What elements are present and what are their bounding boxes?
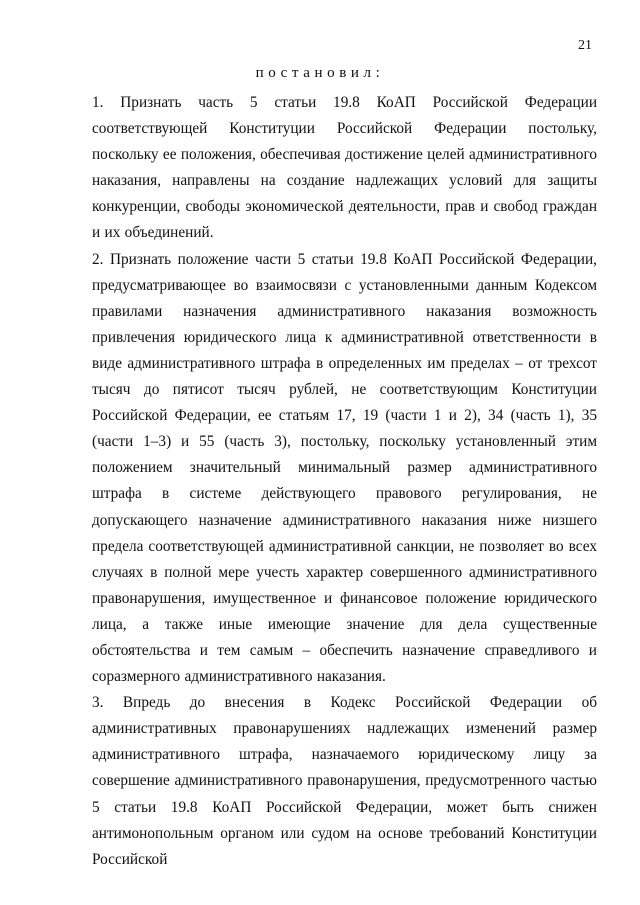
document-body: [92, 90, 597, 873]
paragraph-2: 2. Признать положение части 5 статьи 19.8 КоАП Российской Федерации, предусматривающее во взаимосвязи с установленными данным Кодексом правилами назначения административного наказания возможность привлечения юридического лица к административной ответственности в виде административного штрафа в определенных им пределах – от трехсот тысяч до пятисот тысяч рублей, не соответствующим Конституции Российской Федерации, ее статьям 17, 19 (части 1 и 2), 34 (часть 1), 35 (части 1–3) и 55 (часть 3), постольку, поскольку установленный этим положением значительный минимальный размер административного штрафа в системе действующего правового регулирования, не допускающего назначение административного наказания ниже низшего предела соответствующей административной санкции, не позволяет во всех случаях в полной мере учесть характер совершенного административного правонарушения, имущественное и финансовое положение юридического лица, а также иные имеющие значение для дела существенные обстоятельства и тем самым – обеспечить назначение справедливого и соразмерного административного наказания.: [92, 250, 597, 686]
page-number: 21: [578, 38, 592, 53]
paragraph-1: 1. Признать часть 5 статьи 19.8 КоАП Российской Федерации соответствующей Конституции Российской Федерации постольку, поскольку ее положения, обеспечивая достижение целей административного наказания, направлены на создание надлежащих условий для защиты конкуренции, свободы экономической деятельности, прав и свобод граждан и их объединений.: [92, 94, 597, 242]
paragraph-3: 3. Впредь до внесения в Кодекс Российской Федерации об административных правонарушениях надлежащих изменений размер административного штрафа, назначаемого юридическому лицу за совершение административного правонарушения, предусмотренного частью 5 статьи 19.8 КоАП Российской Федерации, может быть снижен антимонопольным органом или судом на основе требований Конституции Российской: [92, 694, 597, 868]
resolution-heading: постановил:: [255, 65, 385, 81]
